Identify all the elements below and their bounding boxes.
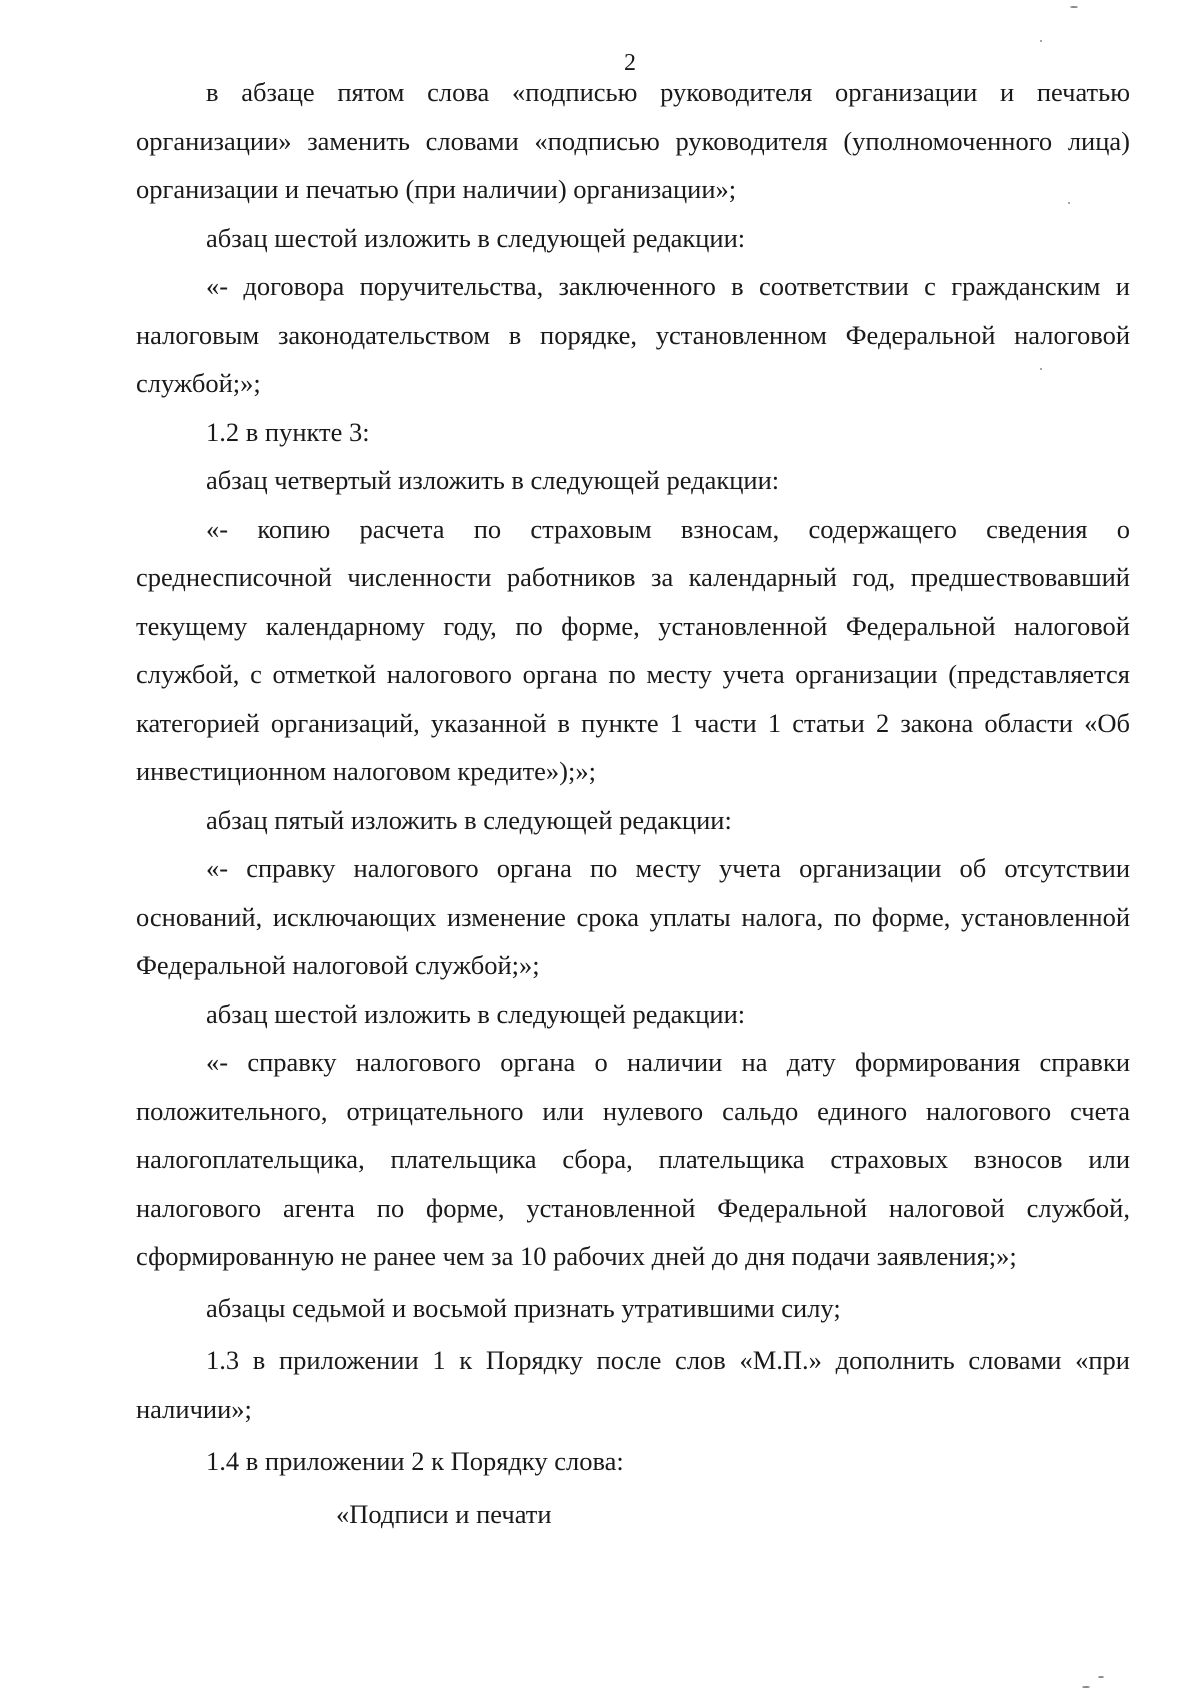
scan-speck bbox=[1040, 368, 1042, 370]
scan-speck bbox=[1068, 202, 1070, 204]
paragraph-12: 1.3 в приложении 1 к Порядку после слов «М.П.» дополнить словами «при наличии»; bbox=[136, 1345, 1130, 1424]
paragraph-8: «- справку налогового органа по месту учета организации об отсутствии оснований, исключающих изменение срока уплаты налога, по форме, установленной Федеральной налоговой службой;»; bbox=[136, 853, 1130, 980]
scan-speck bbox=[1082, 1686, 1090, 1688]
paragraph-7: абзац пятый изложить в следующей редакции: bbox=[206, 804, 732, 835]
scan-speck bbox=[1070, 6, 1078, 8]
page-number: 2 bbox=[624, 50, 636, 76]
paragraph-4: 1.2 в пункте 3: bbox=[206, 416, 370, 447]
paragraph-14: «Подписи и печати bbox=[336, 1498, 552, 1529]
paragraph-3: «- договора поручительства, заключенного в соответствии с гражданским и налоговым законодательством в порядке, установленном Федеральной налоговой службой;»; bbox=[136, 271, 1130, 398]
paragraph-1: в абзаце пятом слова «подписью руководителя организации и печатью организации» заменить словами «подписью руководителя (уполномоченного лица) организации и печатью (при наличии) организации»; bbox=[136, 77, 1130, 204]
paragraph-9: абзац шестой изложить в следующей редакции: bbox=[206, 998, 746, 1029]
paragraph-6: «- копию расчета по страховым взносам, содержащего сведения о среднесписочной численности работников за календарный год, предшествовавший текущему календарному году, по форме, установленной Федеральной налоговой службой, с отметкой налогового органа по месту учета организации (представляется категорией организаций, указанной в пункте 1 части 1 статьи 2 закона области «Об инвестиционном налоговом кредите»);»; bbox=[136, 513, 1130, 786]
paragraph-10: «- справку налогового органа о наличии на дату формирования справки положительного, отрицательного или нулевого сальдо единого налогового счета налогоплательщика, плательщика сбора, плательщика страховых взносов или налогового агента по форме, установленной Федеральной налоговой службой, сформированную не ранее чем за 10 рабочих дней до дня подачи заявления;»; bbox=[136, 1047, 1130, 1271]
document-body bbox=[136, 68, 1130, 1538]
paragraph-2: абзац шестой изложить в следующей редакции: bbox=[206, 222, 746, 253]
scan-speck bbox=[1040, 40, 1042, 42]
paragraph-5: абзац четвертый изложить в следующей редакции: bbox=[206, 465, 780, 495]
paragraph-13: 1.4 в приложении 2 к Порядку слова: bbox=[206, 1446, 624, 1476]
scan-speck bbox=[1098, 1676, 1104, 1678]
paragraph-11: абзацы седьмой и восьмой признать утратившими силу; bbox=[206, 1292, 841, 1323]
